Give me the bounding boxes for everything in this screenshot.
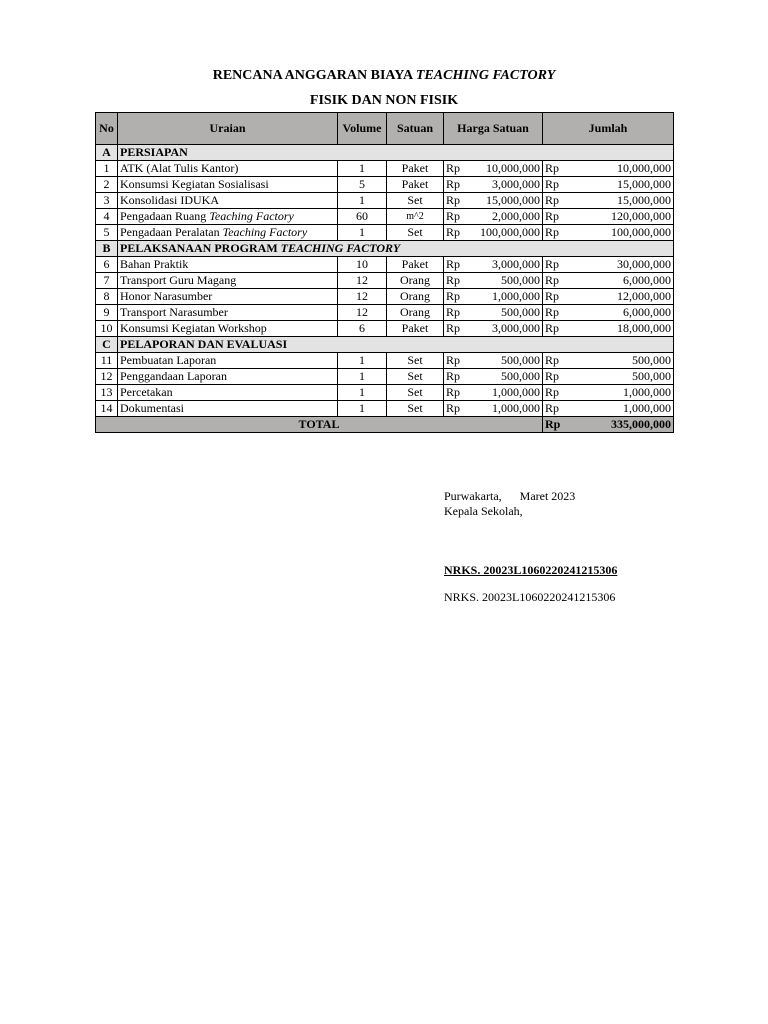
- table-row: [96, 289, 674, 305]
- row-volume: 1: [338, 369, 387, 385]
- row-uraian: [118, 209, 338, 225]
- header-satuan: Satuan: [387, 113, 444, 145]
- row-uraian: [118, 305, 338, 321]
- row-no: 1: [96, 161, 118, 177]
- section-code: C: [96, 337, 118, 353]
- row-uraian: [118, 369, 338, 385]
- row-jumlah-value: 18,000,000: [566, 321, 674, 337]
- section-title-text: PELAPORAN DAN EVALUASI: [120, 337, 288, 351]
- row-jumlah-currency: Rp: [543, 369, 566, 385]
- row-uraian: [118, 353, 338, 369]
- document-subtitle: FISIK DAN NON FISIK: [309, 93, 459, 108]
- row-no: 13: [96, 385, 118, 401]
- row-harga-value: 1,000,000: [467, 385, 543, 401]
- table-row: [96, 161, 674, 177]
- header-harga-satuan: Harga Satuan: [444, 113, 543, 145]
- row-jumlah-currency: Rp: [543, 401, 566, 417]
- row-uraian: [118, 225, 338, 241]
- row-no: 3: [96, 193, 118, 209]
- row-satuan: m^2: [387, 209, 444, 225]
- row-uraian-text: Honor Narasumber: [120, 289, 213, 303]
- row-jumlah-currency: Rp: [543, 257, 566, 273]
- row-harga-value: 500,000: [467, 369, 543, 385]
- table-row: [96, 209, 674, 225]
- row-satuan: Orang: [387, 289, 444, 305]
- row-jumlah-currency: Rp: [543, 305, 566, 321]
- section-row: [96, 145, 674, 161]
- signature-nrks: NRKS. 20023L1060220241215306: [444, 590, 616, 604]
- header-no: No: [96, 113, 118, 145]
- budget-table: [95, 112, 674, 433]
- row-uraian-text: Konsolidasi IDUKA: [120, 193, 219, 207]
- row-satuan: Paket: [387, 257, 444, 273]
- row-jumlah-value: 10,000,000: [566, 161, 674, 177]
- row-harga-currency: Rp: [444, 305, 467, 321]
- row-harga-value: 10,000,000: [467, 161, 543, 177]
- row-volume: 1: [338, 225, 387, 241]
- title-prefix: RENCANA ANGGARAN BIAYA: [212, 68, 416, 83]
- row-volume: 12: [338, 289, 387, 305]
- row-volume: 1: [338, 193, 387, 209]
- section-row: [96, 241, 674, 257]
- row-uraian: [118, 177, 338, 193]
- row-uraian: [118, 161, 338, 177]
- row-uraian: [118, 321, 338, 337]
- section-title: [118, 241, 674, 257]
- row-volume: 1: [338, 385, 387, 401]
- row-satuan: Set: [387, 385, 444, 401]
- row-jumlah-currency: Rp: [543, 225, 566, 241]
- row-satuan: Orang: [387, 305, 444, 321]
- row-uraian: [118, 193, 338, 209]
- row-uraian-text: Pengadaan Ruang: [120, 209, 210, 223]
- row-harga-value: 500,000: [467, 273, 543, 289]
- table-row: [96, 257, 674, 273]
- row-volume: 6: [338, 321, 387, 337]
- row-no: 6: [96, 257, 118, 273]
- row-uraian-text: Konsumsi Kegiatan Workshop: [120, 321, 267, 335]
- row-harga-currency: Rp: [444, 193, 467, 209]
- section-title-italic: TEACHING FACTORY: [280, 241, 401, 255]
- row-volume: 1: [338, 401, 387, 417]
- row-uraian-text: Penggandaan Laporan: [120, 369, 227, 383]
- row-harga-value: 1,000,000: [467, 289, 543, 305]
- signature-place-date: Purwakarta, Maret 2023: [444, 489, 576, 503]
- row-jumlah-value: 15,000,000: [566, 177, 674, 193]
- row-harga-currency: Rp: [444, 369, 467, 385]
- row-harga-value: 1,000,000: [467, 401, 543, 417]
- table-row: [96, 385, 674, 401]
- row-jumlah-value: 15,000,000: [566, 193, 674, 209]
- row-jumlah-currency: Rp: [543, 289, 566, 305]
- total-row: [96, 417, 674, 433]
- row-jumlah-value: 120,000,000: [566, 209, 674, 225]
- table-row: [96, 369, 674, 385]
- header-jumlah: Jumlah: [543, 113, 674, 145]
- row-uraian-text: Bahan Praktik: [120, 257, 189, 271]
- row-uraian-italic: Teaching Factory: [209, 209, 294, 223]
- row-no: 4: [96, 209, 118, 225]
- row-uraian-italic: Teaching Factory: [222, 225, 308, 239]
- table-row: [96, 273, 674, 289]
- row-satuan: Paket: [387, 161, 444, 177]
- row-uraian: [118, 289, 338, 305]
- row-harga-currency: Rp: [444, 273, 467, 289]
- row-jumlah-currency: Rp: [543, 385, 566, 401]
- row-harga-value: 15,000,000: [467, 193, 543, 209]
- row-no: 2: [96, 177, 118, 193]
- row-harga-currency: Rp: [444, 209, 467, 225]
- row-satuan: Paket: [387, 321, 444, 337]
- row-no: 8: [96, 289, 118, 305]
- row-uraian-text: Transport Narasumber: [120, 305, 228, 319]
- row-volume: 1: [338, 161, 387, 177]
- row-no: 9: [96, 305, 118, 321]
- row-jumlah-value: 500,000: [566, 353, 674, 369]
- row-harga-currency: Rp: [444, 225, 467, 241]
- row-volume: 5: [338, 177, 387, 193]
- row-no: 14: [96, 401, 118, 417]
- row-satuan: Paket: [387, 177, 444, 193]
- total-value: 335,000,000: [566, 417, 674, 433]
- row-harga-currency: Rp: [444, 401, 467, 417]
- section-code: A: [96, 145, 118, 161]
- row-harga-currency: Rp: [444, 321, 467, 337]
- document-title: [0, 68, 768, 84]
- row-harga-currency: Rp: [444, 177, 467, 193]
- title-italic: TEACHING FACTORY: [415, 68, 556, 83]
- row-harga-currency: Rp: [444, 353, 467, 369]
- row-uraian-text: ATK (Alat Tulis Kantor): [120, 161, 239, 175]
- row-jumlah-value: 1,000,000: [566, 385, 674, 401]
- row-volume: 1: [338, 353, 387, 369]
- header-volume: Volume: [338, 113, 387, 145]
- row-no: 5: [96, 225, 118, 241]
- row-jumlah-currency: Rp: [543, 209, 566, 225]
- row-jumlah-value: 12,000,000: [566, 289, 674, 305]
- section-row: [96, 337, 674, 353]
- row-no: 12: [96, 369, 118, 385]
- table-row: [96, 353, 674, 369]
- row-satuan: Set: [387, 225, 444, 241]
- row-harga-currency: Rp: [444, 257, 467, 273]
- table-row: [96, 177, 674, 193]
- row-satuan: Orang: [387, 273, 444, 289]
- row-harga-value: 3,000,000: [467, 177, 543, 193]
- row-no: 10: [96, 321, 118, 337]
- row-volume: 10: [338, 257, 387, 273]
- row-volume: 60: [338, 209, 387, 225]
- row-jumlah-value: 500,000: [566, 369, 674, 385]
- row-harga-value: 2,000,000: [467, 209, 543, 225]
- row-jumlah-value: 100,000,000: [566, 225, 674, 241]
- row-satuan: Set: [387, 353, 444, 369]
- signature-role: Kepala Sekolah,: [444, 504, 523, 518]
- row-satuan: Set: [387, 369, 444, 385]
- row-jumlah-currency: Rp: [543, 321, 566, 337]
- row-harga-currency: Rp: [444, 289, 467, 305]
- row-harga-value: 3,000,000: [467, 321, 543, 337]
- table-row: [96, 305, 674, 321]
- row-jumlah-currency: Rp: [543, 161, 566, 177]
- row-harga-currency: Rp: [444, 385, 467, 401]
- row-satuan: Set: [387, 193, 444, 209]
- row-uraian: [118, 401, 338, 417]
- section-title-text: PELAKSANAAN PROGRAM: [120, 241, 281, 255]
- section-title: [118, 145, 674, 161]
- row-volume: 12: [338, 305, 387, 321]
- total-currency: Rp: [543, 417, 566, 433]
- row-uraian-text: Pembuatan Laporan: [120, 353, 217, 367]
- row-harga-currency: Rp: [444, 161, 467, 177]
- row-uraian-text: Dokumentasi: [120, 401, 184, 415]
- section-title: [118, 337, 674, 353]
- row-uraian: [118, 273, 338, 289]
- row-jumlah-value: 30,000,000: [566, 257, 674, 273]
- row-uraian-text: Pengadaan Peralatan: [120, 225, 223, 239]
- row-uraian: [118, 257, 338, 273]
- total-label: TOTAL: [96, 417, 543, 433]
- row-jumlah-currency: Rp: [543, 193, 566, 209]
- row-uraian-text: Konsumsi Kegiatan Sosialisasi: [120, 177, 269, 191]
- row-jumlah-currency: Rp: [543, 353, 566, 369]
- row-jumlah-currency: Rp: [543, 177, 566, 193]
- row-jumlah-value: 6,000,000: [566, 273, 674, 289]
- table-row: [96, 193, 674, 209]
- signature-nrks-underlined: NRKS. 20023L1060220241215306: [444, 563, 618, 577]
- table-row: [96, 401, 674, 417]
- row-uraian-text: Transport Guru Magang: [120, 273, 237, 287]
- table-row: [96, 225, 674, 241]
- row-harga-value: 3,000,000: [467, 257, 543, 273]
- row-volume: 12: [338, 273, 387, 289]
- row-jumlah-value: 6,000,000: [566, 305, 674, 321]
- row-jumlah-value: 1,000,000: [566, 401, 674, 417]
- header-uraian: Uraian: [118, 113, 338, 145]
- table-row: [96, 321, 674, 337]
- row-uraian-text: Percetakan: [120, 385, 173, 399]
- row-no: 7: [96, 273, 118, 289]
- table-header-row: [96, 113, 674, 145]
- row-harga-value: 500,000: [467, 353, 543, 369]
- row-no: 11: [96, 353, 118, 369]
- row-jumlah-currency: Rp: [543, 273, 566, 289]
- section-code: B: [96, 241, 118, 257]
- row-harga-value: 100,000,000: [467, 225, 543, 241]
- row-uraian: [118, 385, 338, 401]
- row-harga-value: 500,000: [467, 305, 543, 321]
- section-title-text: PERSIAPAN: [120, 145, 188, 159]
- row-satuan: Set: [387, 401, 444, 417]
